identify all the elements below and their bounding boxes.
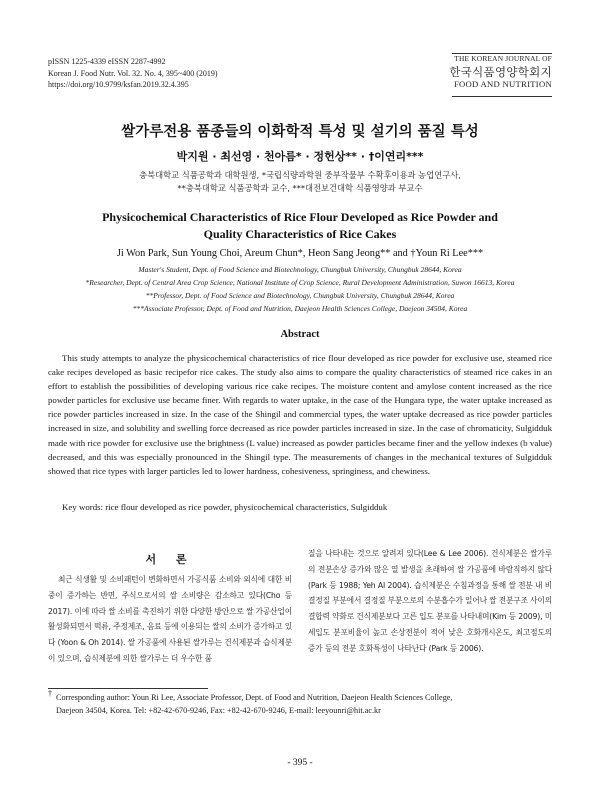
intro-left-column: 최근 식생활 및 소비패턴이 변화하면서 가공식품 소비와 외식에 대한 비중이 증가하는 반면, 주식으로서의 쌀 소비량은 감소하고 있다(Cho 등 2017). 이에 따라 쌀 소비를 촉진하기 위한 다양한 방안으로 쌀 가공산업이 활성화되면서 떡류, 주정제조, 음료 등에 이용되는 쌀의 소비가 증가하고 있다 (Yoon & Oh 2014). 쌀 가공품에 사용된 쌀가루는 건식제분과 습식제분이 있으며, 습식제분에 의한 쌀가루는 더 우수한 품 bbox=[48, 575, 292, 663]
intro-right-column: 질을 나타내는 것으로 알려져 있다(Lee & Lee 2006). 건식제분은 쌀가루의 전분손상 증가와 많은 열 발생을 초래하여 쌀 가공품에 바람직하지 않다(Park 등 1988; Yeh AI 2004). 습식제분은 수침과정을 통해 쌀 전분 내 비결정질 부분에서 결정질 부분으로의 수분흡수가 일어나 쌀 전분구조 사이의 결합력 약화로 건식제분보다 고른 입도 분포를 나타내며(Kim 등 2009), 미세입도 분포비율이 높고 손상전분이 적어 낮은 호화개시온도, 최고점도의 증가 등의 전분 호화특성이 나타난다 (Park 등 2006). bbox=[308, 549, 552, 653]
section-heading-introduction: 서 론 bbox=[145, 553, 195, 566]
journal-citation-block bbox=[48, 56, 218, 91]
footnote-dagger: † bbox=[48, 689, 52, 698]
authors-english: Ji Won Park, Sun Young Choi, Areum Chun*, Heon Sang Jeong** and †Youn Ri Lee*** bbox=[116, 248, 484, 259]
citation-line: Korean J. Food Nutr. Vol. 32. No. 4, 395~400 (2019) bbox=[48, 68, 218, 78]
affiliation-english-3: **Professor, Dept. of Food Science and Biotechnology, Chungbuk University, Chungbuk 28644, Korea bbox=[145, 291, 455, 300]
footnote-line-1: Corresponding author: Youn Ri Lee, Associate Professor, Dept. of Food and Nutrition, Daejeon Health Sciences College, bbox=[56, 693, 453, 702]
journal-name-ko: 한국식품영양학회지 bbox=[449, 65, 552, 79]
authors-korean: 박지원 · 최선영 · 천아름* · 정헌상** · †이연리*** bbox=[176, 150, 424, 163]
journal-name-en: FOOD AND NUTRITION bbox=[453, 79, 552, 89]
footnote-rule bbox=[48, 688, 208, 689]
journal-logo bbox=[436, 54, 552, 89]
footnote-line-2: Daejeon 34504, Korea. Tel: +82-42-670-9246, Fax: +82-42-670-9246, E-mail: leeyounri@hit.ac.kr bbox=[56, 706, 381, 715]
affiliation-english-1: Master's Student, Dept. of Food Science and Biotechnology, Chungbuk University, Chungbuk 28644, Korea bbox=[138, 265, 462, 274]
title-english-line-2: Quality Characteristics of Rice Cakes bbox=[203, 227, 397, 241]
affiliation-english-4: ***Associate Professor, Dept. of Food and Nutrition, Daejeon Health Sciences College, Daejeon 34504, Korea bbox=[132, 304, 468, 313]
journal-logo-bottom-rule bbox=[452, 96, 552, 97]
title-korean: 쌀가루전용 품종들의 이화학적 특성 및 설기의 품질 특성 bbox=[121, 124, 479, 140]
abstract-heading: Abstract bbox=[280, 329, 320, 340]
journal-name-en-small: THE KOREAN JOURNAL OF bbox=[454, 54, 552, 63]
title-english bbox=[60, 209, 540, 243]
affiliation-english-2: *Researcher, Dept. of Central Area Crop Science, National Institute of Crop Science, Rural Development Administration, Suwon 16613, Korea bbox=[85, 278, 515, 287]
doi-link[interactable]: https://doi.org/10.9799/ksfan.2019.32.4.395 bbox=[48, 80, 189, 89]
page-number: - 395 - bbox=[287, 758, 313, 768]
title-english-line-1: Physicochemical Characteristics of Rice Flour Developed as Rice Powder and bbox=[102, 210, 498, 224]
abstract-text: This study attempts to analyze the physicochemical characteristics of rice flour developed as rice powder for exclusive use, steamed rice cake recipes developed as basic recipefor rice cakes. The study also aims to compare the quality characteristics of steamed rice cakes in an effort to establish the possibilities of developing various rice cake recipes. The moisture content and amylose content increased as the rice powder particles for exclusive use became finer. With regards to water uptake, in the case of the Hungara type, the water uptake increased as rice powder particles increased in size. In the case of the Shingil and commercial types, the water uptake decreased as rice powder particles increased in size, and solubility and swelling force decreased as rice powder particles increased in size. In the case of chromaticity, Sulgidduk made with rice powder for exclusive use the brightness (L value) increased as powder particles became finer and the yellow indexes (b value) decreased, and this was especially pronounced in the Shingil type. The measurements of changes in the mechanical textures of Sulgidduk showed that rice types with larger particles led to lower hardness, cohesiveness, springiness, and chewiness. bbox=[48, 353, 552, 476]
issn-line: pISSN 1225-4339 eISSN 2287-4992 bbox=[48, 57, 166, 66]
keywords: Key words: rice flour developed as rice powder, physicochemical characteristics, Sulgidduk bbox=[62, 502, 388, 512]
affiliation-korean-2: **충북대학교 식품공학과 교수, ***대전보건대학 식품영양과 부교수 bbox=[177, 183, 423, 193]
affiliation-korean-1: 충북대학교 식품공학과 대학원생, *국립식량과학원 중부작물부 수확후이용과 농업연구사, bbox=[139, 170, 461, 180]
